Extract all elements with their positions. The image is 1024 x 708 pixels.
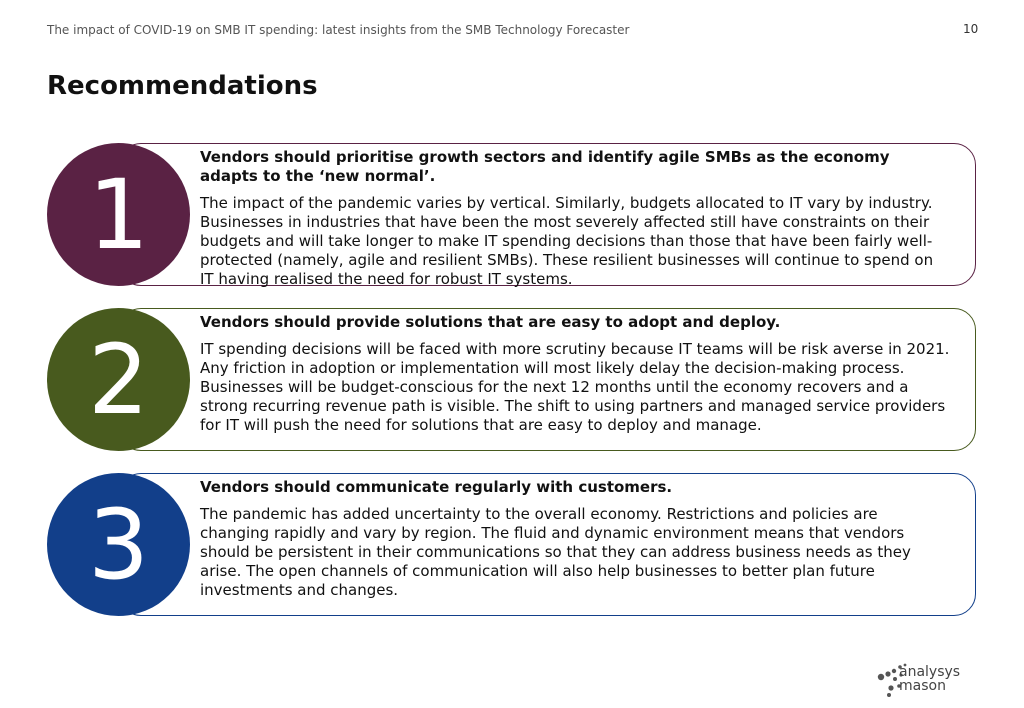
recommendation-heading: Vendors should communicate regularly with customers. xyxy=(200,478,673,496)
page-number: 10 xyxy=(963,22,979,36)
recommendation-content xyxy=(200,478,950,600)
recommendation-content xyxy=(200,148,950,289)
logo-wordmark xyxy=(899,665,960,693)
page-title: Recommendations xyxy=(47,71,318,101)
recommendation-number-badge: 2 xyxy=(47,308,190,451)
recommendation-body: The pandemic has added uncertainty to the overall economy. Restrictions and policies are changing rapidly and vary by region. The fluid and dynamic environment means that vendors should be persistent in their communications so that they can address business needs as they arise. The open channels of communication will also help businesses to better plan future investments and changes. xyxy=(200,505,911,599)
logo-line-2: mason xyxy=(899,678,946,694)
logo-line-1: analysys xyxy=(899,664,961,680)
recommendation-number-badge: 1 xyxy=(47,143,190,286)
recommendation-3 xyxy=(47,473,976,616)
recommendation-content xyxy=(200,313,950,435)
recommendation-body: The impact of the pandemic varies by vertical. Similarly, budgets allocated to IT vary by industry. Businesses in industries that have been the most severely affected still have constraints on their budgets and will take longer to make IT spending decisions than those that have been fairly well-protected (namely, agile and resilient SMBs). These resilient businesses will continue to spend on IT having realised the need for robust IT systems. xyxy=(200,194,934,288)
analysys-mason-logo xyxy=(877,662,987,698)
running-header: The impact of COVID-19 on SMB IT spending: latest insights from the SMB Technology Forecaster xyxy=(47,23,630,37)
recommendation-body: IT spending decisions will be faced with more scrutiny because IT teams will be risk averse in 2021. Any friction in adoption or implementation will most likely delay the decision-making process. Businesses will be budget-conscious for the next 12 months until the economy recovers and a strong recurring revenue path is visible. The shift to using partners and managed service providers for IT will push the need for solutions that are easy to deploy and manage. xyxy=(200,340,950,434)
recommendation-number-badge: 3 xyxy=(47,473,190,616)
recommendation-heading: Vendors should prioritise growth sectors and identify agile SMBs as the economy adapts to the ‘new normal’. xyxy=(200,148,890,185)
recommendation-2 xyxy=(47,308,976,451)
recommendation-heading: Vendors should provide solutions that are easy to adopt and deploy. xyxy=(200,313,781,331)
recommendation-1 xyxy=(47,143,976,286)
